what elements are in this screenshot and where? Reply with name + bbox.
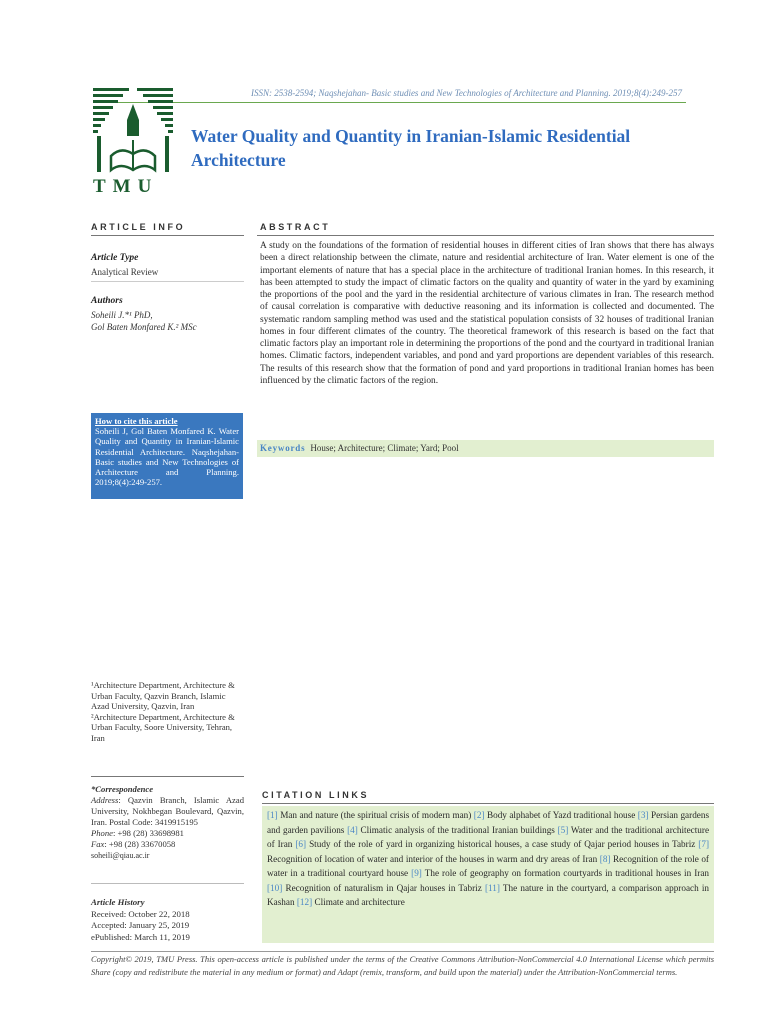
received-date: Received: October 22, 2018 — [91, 908, 190, 919]
citation-link-number[interactable]: [10] — [267, 882, 283, 893]
citation-link-number[interactable]: [4] — [347, 824, 358, 835]
citation-link-text: Water and the traditional architecture of Iran — [267, 824, 710, 849]
citation-link-number[interactable]: [3] — [637, 810, 649, 820]
correspondence-divider — [91, 776, 244, 777]
phone-label: Phone — [91, 828, 113, 838]
citation-link-text: Study of the role of yard in organizing historical houses, a case study of Qajar period houses in Tabriz — [309, 839, 696, 849]
affiliations — [91, 680, 244, 744]
logo-text: TMU — [93, 176, 159, 197]
citation-link-text: The role of geography on formation courtyards in traditional houses in Iran — [424, 868, 709, 878]
how-to-cite-box — [91, 413, 243, 499]
correspondence-label: *Correspondence — [91, 784, 154, 794]
citation-link-number[interactable]: [11] — [484, 882, 500, 893]
article-type-divider — [91, 281, 244, 282]
article-info-heading: ARTICLE INFO — [91, 222, 186, 232]
citation-link-number[interactable]: [12] — [296, 897, 313, 907]
history-label: Article History — [91, 897, 145, 907]
accepted-date: Accepted: January 25, 2019 — [91, 920, 190, 930]
citation-links-heading: CITATION LINKS — [262, 790, 370, 800]
article-history — [91, 897, 244, 943]
keywords-label: Keywords — [260, 443, 306, 453]
affiliation-2: ²Architecture Department, Architecture & Urban Faculty, Soore University, Tehran, Iran — [91, 711, 235, 743]
author-1: Soheili J.*¹ PhD, — [91, 310, 153, 320]
abstract-divider — [257, 235, 714, 236]
how-to-cite-title: How to cite this article — [95, 416, 178, 426]
author-2: Gol Baten Monfared K.² MSc — [91, 322, 197, 332]
authors-label: Authors — [91, 296, 123, 306]
journal-issn-line: ISSN: 2538-2594; Naqshejahan- Basic studies and New Technologies of Architecture and Planning. 2019;8(4):249-257 — [250, 88, 682, 98]
fax-label: Fax — [91, 839, 105, 849]
citation-link-number[interactable]: [9] — [411, 868, 422, 878]
footer-divider — [91, 951, 714, 952]
citation-link-text: The nature in the courtyard, a comparison approach in Kashan — [267, 882, 710, 907]
citation-links-divider — [262, 803, 714, 804]
citation-link-text: Climate and architecture — [314, 897, 405, 907]
header-divider — [93, 102, 686, 103]
citation-link-text: Body alphabet of Yazd traditional house — [486, 810, 636, 820]
keywords-bar — [257, 440, 714, 457]
citation-link-number[interactable]: [6] — [295, 839, 307, 849]
citation-link-text: Recognition of the role of water in a traditional courtyard house — [267, 853, 709, 878]
citation-link-text: Climatic analysis of the traditional Iranian buildings — [360, 824, 555, 835]
affiliation-1: ¹Architecture Department, Architecture & Urban Faculty, Qazvin Branch, Islamic Azad University, Qazvin, Iran — [91, 680, 235, 712]
correspondence-block: *Correspondence Address: Qazvin Branch, Islamic Azad University, Nokhbegan Boulevard, Qazvin, Iran. Postal Code: 3419915195 Phone: +98 (28) 33698981 Fax: +98 (28) 33670058 soheili@qiau.ac.ir — [91, 784, 244, 860]
address-value: Qazvin Branch, Islamic Azad University, Nokhbegan Boulevard, Qazvin, Iran. Postal Code: 3419915195 — [91, 795, 244, 827]
abstract-heading: ABSTRACT — [260, 222, 331, 232]
article-title: Water Quality and Quantity in Iranian-Islamic Residential Architecture — [191, 126, 631, 170]
copyright-footer: Copyright© 2019, TMU Press. This open-access article is published under the terms of the Creative Commons Attribution-NonCommercial 4.0 International License which permits Share (copy and redistribute the material in any medium or format) and Adapt (remix, transform, and build upon the material) under the Attribution-NonCommercial terms. — [91, 954, 714, 977]
citation-link-text: Persian gardens and garden pavilions — [267, 810, 710, 835]
citation-link-number[interactable]: [8] — [599, 853, 611, 864]
citation-link-text: Recognition of naturalism in Qajar houses in Tabriz — [285, 882, 482, 893]
citation-links-box — [262, 806, 714, 943]
history-divider — [91, 883, 244, 884]
article-type-value: Analytical Review — [91, 267, 159, 277]
citation-link-text: Recognition of location of water and interior of the houses in warm and dry areas of Iran — [267, 853, 598, 864]
fax-value: +98 (28) 33670058 — [108, 839, 176, 849]
abstract-text: A study on the foundations of the formation of residential houses in different cities of Iran shows that there has always been a direct relationship between the climate, nature and residential architecture of Iran. Water element is one of the important elements of nature that has a special place in the architecture of traditional Iranian homes. In this research, it has been attempted to study the impact of climatic factors on the quality and quantity of water in the yard by examining the proportions of the pool and the yard in the residential architecture of various climates in Iran. The research method of causal correlation is comparative with deductive reasoning and its information is collected and documented. The systematic random sampling method was used and the statistical population consists of 32 houses of traditional Iranian homes in four different climates of the country. The theoretical framework of this research is based on the fact that climatic factors play an important role in determining the proportions of the pond and the courtyard in traditional Iranian homes. Climatic factors, independent variables, and pond and yard proportions are dependent variables of this research. The results of this research show that the formation of pond and yard proportions in traditional Iranian homes has been influenced by the climatic factors of the region. — [260, 241, 714, 386]
citation-link-number[interactable]: [5] — [557, 824, 569, 835]
article-type-label: Article Type — [91, 253, 139, 263]
citation-link-number[interactable]: [2] — [473, 810, 485, 820]
phone-value: +98 (28) 33698981 — [117, 828, 184, 838]
published-date: ePublished: March 11, 2019 — [91, 931, 190, 942]
citation-link-number[interactable]: [7] — [698, 839, 710, 849]
how-to-cite-text: Soheili J, Gol Baten Monfared K. Water Quality and Quantity in Iranian-Islamic Residential Architecture. Naqshejahan- Basic studies and New Technologies of Architecture and Planning. 2019;8(4):249-257. — [95, 426, 239, 488]
keywords-value: House; Architecture; Climate; Yard; Pool — [310, 443, 459, 453]
citation-link-text: Man and nature (the spiritual crisis of modern man) — [280, 810, 472, 820]
citation-link-number[interactable]: [1] — [267, 810, 278, 820]
address-label: Address — [91, 795, 119, 805]
article-info-divider — [91, 235, 244, 236]
email-link[interactable]: soheili@qiau.ac.ir — [91, 851, 150, 860]
